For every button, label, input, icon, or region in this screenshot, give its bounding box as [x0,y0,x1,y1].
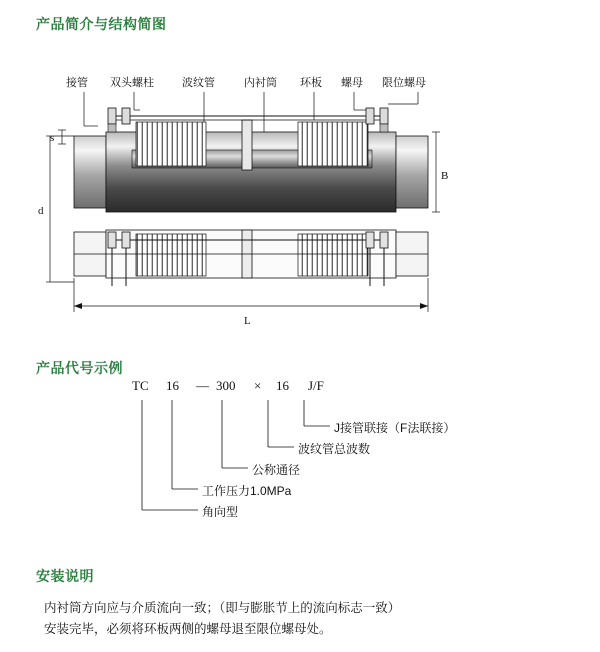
svg-text:L: L [244,315,251,327]
section-title-code: 产品代号示例 [36,360,123,376]
code-token-0: TC [132,378,149,393]
callout-label-0: 接管 [66,77,88,89]
callout-label-4: 环板 [300,77,322,89]
callout-label-3: 内衬筒 [244,77,277,89]
callout-label-5: 螺母 [341,77,363,89]
code-desc-0: J接管联接（F法联接） [334,421,456,435]
section-title-install: 安装说明 [36,568,94,584]
code-token-1: 16 [166,378,179,393]
install-note-0: 内衬筒方向应与介质流向一致；（即与膨胀节上的流向标志一致） [44,601,401,615]
svg-text:s: s [50,132,55,144]
product-code-example [36,376,564,536]
code-token-2: — [196,378,209,393]
section-title-intro: 产品简介与结构简图 [36,16,167,32]
code-token-4: × [254,378,262,393]
install-note-1: 安装完毕，必须将环板两侧的螺母退至限位螺母处。 [44,622,332,636]
callout-label-6: 限位螺母 [382,77,426,89]
code-token-5: 16 [276,378,289,393]
structure-diagram [36,64,564,334]
svg-text:d: d [38,205,44,217]
code-token-6: J/F [308,378,324,393]
svg-text:B: B [441,170,449,182]
code-token-3: 300 [216,378,236,393]
code-desc-2: 公称通径 [252,463,301,477]
callout-label-1: 双头螺柱 [110,77,154,89]
code-desc-3: 工作压力1.0MPa [202,484,292,498]
install-notes [44,598,564,640]
code-desc-1: 波纹管总波数 [298,442,371,456]
code-desc-4: 角向型 [202,505,239,519]
callout-label-2: 波纹管 [182,77,215,89]
